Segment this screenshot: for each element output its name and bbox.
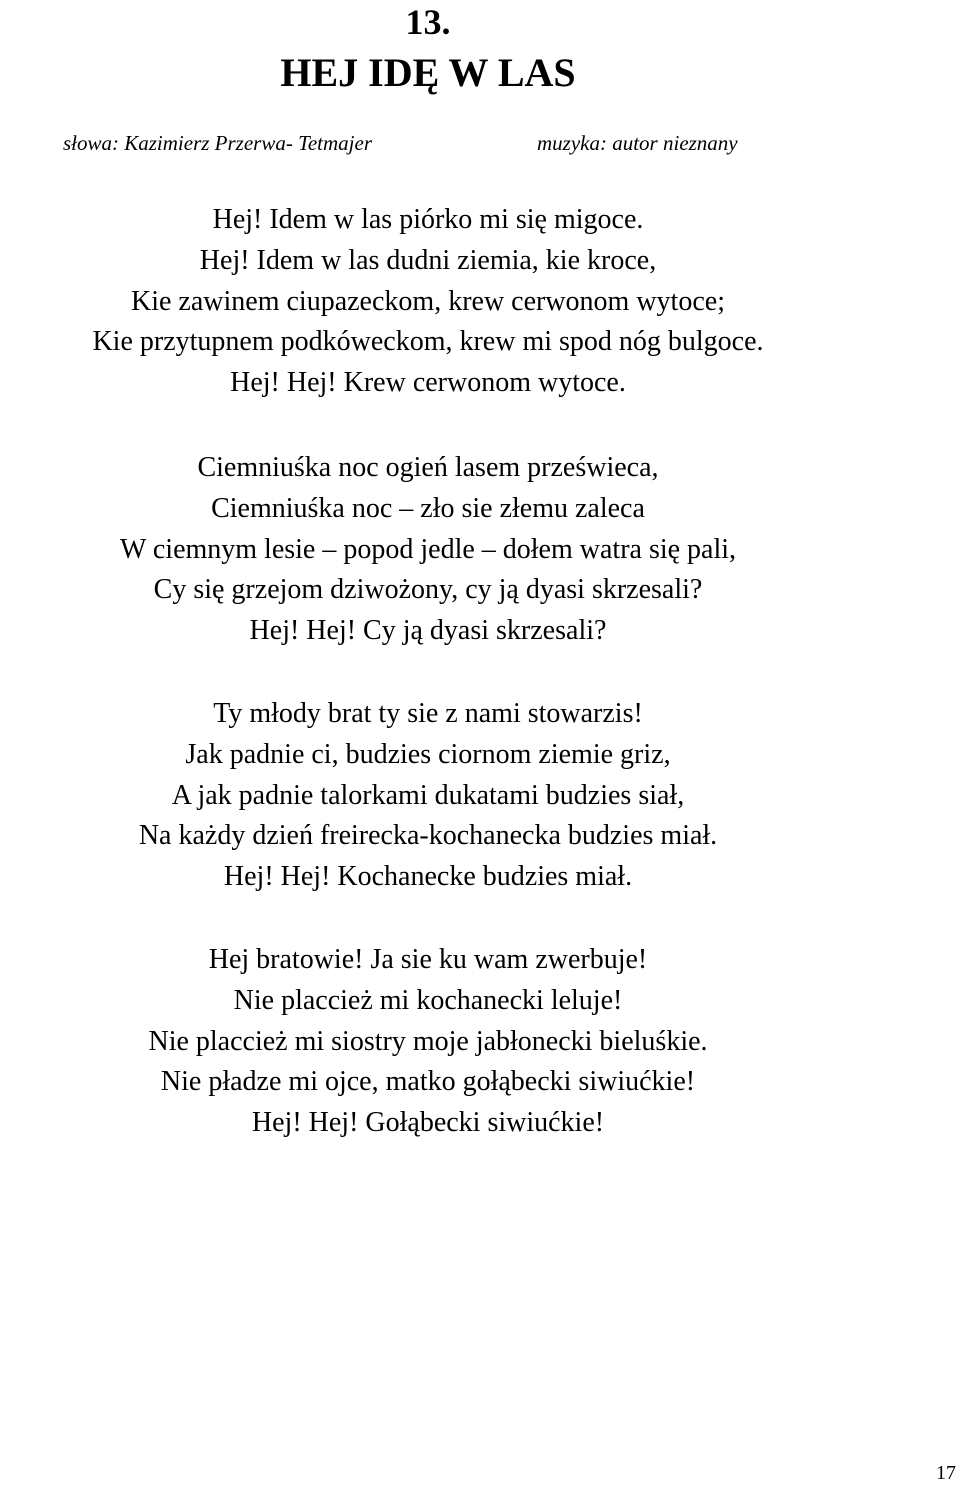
lyric-line: Nie pładze mi ojce, matko gołąbecki siwiućkie! — [160, 1066, 696, 1098]
music-credit: muzyka: autor nieznany — [537, 131, 738, 155]
lyric-line: Ciemniuśka noc ogień lasem prześwieca, — [197, 452, 659, 483]
lyric-line: Cy się grzejom dziwożony, cy ją dyasi skrzesali? — [153, 574, 703, 606]
song-title: HEJ IDĘ W LAS — [280, 50, 576, 95]
song-number: 13. — [405, 2, 451, 42]
lyric-line: Hej! Hej! Kochanecke budzies miał. — [223, 861, 633, 893]
stanza-1 — [0, 200, 856, 404]
lyric-line: Hej! Hej! Krew cerwonom wytoce. — [230, 367, 626, 399]
lyric-line: Hej! Idem w las dudni ziemia, kie kroce, — [199, 244, 657, 276]
lyric-line: Jak padnie ci, budzies ciornom ziemie griz, — [185, 738, 671, 770]
lyric-line: Hej bratowie! Ja sie ku wam zwerbuje! — [208, 944, 648, 975]
lyric-line: Hej! Idem w las piórko mi się migoce. — [212, 204, 644, 235]
lyric-line: A jak padnie talorkami dukatami budzies siał, — [171, 779, 685, 811]
lyric-line: W ciemnym lesie – popod jedle – dołem watra się pali, — [119, 533, 737, 565]
page-number: 17 — [936, 1462, 956, 1484]
lyric-line: Na każdy dzień freirecka-kochanecka budzies miał. — [138, 820, 718, 852]
lyric-line: Kie zawinem ciupazeckom, krew cerwonom wytoce; — [131, 285, 725, 317]
lyric-line: Nie placcież mi kochanecki leluje! — [233, 984, 623, 1016]
stanza-4 — [0, 940, 856, 1144]
lyric-line: Kie przytupnem podkóweckom, krew mi spod nóg bulgoce. — [92, 326, 764, 358]
lyric-line: Hej! Hej! Cy ją dyasi skrzesali? — [249, 615, 607, 647]
stanza-2 — [0, 448, 856, 652]
lyric-line: Ty młody brat ty sie z nami stowarzis! — [213, 698, 643, 729]
stanza-3 — [0, 694, 856, 898]
lyric-line: Ciemniuśka noc – zło sie złemu zaleca — [211, 492, 645, 524]
lyric-line: Nie placcież mi siostry moje jabłonecki bieluśkie. — [148, 1025, 708, 1057]
lyric-line: Hej! Hej! Gołąbecki siwiućkie! — [251, 1107, 605, 1139]
lyrics-credit: słowa: Kazimierz Przerwa- Tetmajer — [63, 131, 373, 155]
